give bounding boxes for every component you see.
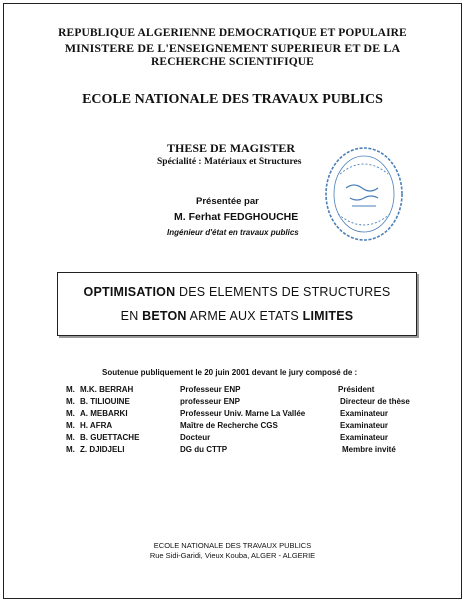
title-line-2-mid: ARME AUX ETATS — [186, 309, 303, 323]
author-name: M. Ferhat FEDGHOUCHE — [174, 211, 299, 223]
jury-role: Examinateur — [340, 421, 389, 430]
jury-prefix: M. — [66, 445, 75, 454]
jury-name: H. AFRA — [80, 421, 113, 430]
presented-by-label: Présentée par — [196, 196, 259, 207]
thesis-type: THESE DE MAGISTER — [167, 141, 296, 155]
title-keyword-beton: BETON — [142, 309, 187, 323]
jury-position: professeur ENP — [180, 397, 241, 406]
title-keyword-optimisation: OPTIMISATION — [83, 285, 176, 299]
republic-header: REPUBLIQUE ALGERIENNE DEMOCRATIQUE ET POPULAIRE — [58, 27, 407, 39]
jury-name: A. MEBARKI — [80, 409, 128, 418]
jury-name: Z. DJIDJELI — [80, 445, 125, 454]
jury-prefix: M. — [66, 433, 75, 442]
jury-role: Examinateur — [340, 433, 389, 442]
jury-prefix: M. — [66, 421, 75, 430]
specialty: Spécialité : Matériaux et Structures — [157, 157, 302, 167]
ministry-header: MINISTERE DE L'ENSEIGNEMENT SUPERIEUR ET DE LA — [64, 41, 401, 55]
school-name: ECOLE NATIONALE DES TRAVAUX PUBLICS — [82, 92, 383, 107]
jury-position: Maître de Recherche CGS — [180, 421, 278, 430]
title-line-1-rest: DES ELEMENTS DE STRUCTURES — [175, 285, 391, 299]
defense-statement: Soutenue publiquement le 20 juin 2001 devant le jury composé de : — [102, 368, 358, 377]
jury-role: Directeur de thèse — [340, 397, 410, 406]
jury-name: B. TILIOUINE — [80, 397, 130, 406]
title-line-2-start: EN — [120, 309, 143, 323]
footer-school: ECOLE NATIONALE DES TRAVAUX PUBLICS — [153, 541, 312, 550]
jury-name: M.K. BERRAH — [80, 385, 134, 394]
thesis-title-box — [57, 272, 417, 336]
jury-position: DG du CTTP — [180, 445, 228, 454]
official-stamp — [322, 144, 406, 244]
thesis-title-line-2 — [58, 309, 416, 323]
title-keyword-limites: LIMITES — [302, 309, 354, 323]
jury-position: Professeur ENP — [180, 385, 241, 394]
ministry-header-continued: RECHERCHE SCIENTIFIQUE — [151, 56, 314, 68]
jury-position: Docteur — [180, 433, 211, 442]
jury-prefix: M. — [66, 397, 75, 406]
jury-name: B. GUETTACHE — [80, 433, 140, 442]
footer-address: Rue Sidi-Garidi, Vieux Kouba, ALGER - ALGERIE — [149, 551, 316, 560]
thesis-cover-page — [3, 3, 462, 599]
author-title: Ingénieur d'état en travaux publics — [167, 228, 299, 237]
jury-position: Professeur Univ. Marne La Vallée — [180, 409, 306, 418]
jury-role: Membre invité — [342, 445, 396, 454]
jury-role: Président — [338, 385, 375, 394]
jury-role: Examinateur — [340, 409, 389, 418]
thesis-title-line-1 — [58, 285, 416, 299]
jury-prefix: M. — [66, 385, 75, 394]
jury-prefix: M. — [66, 409, 75, 418]
